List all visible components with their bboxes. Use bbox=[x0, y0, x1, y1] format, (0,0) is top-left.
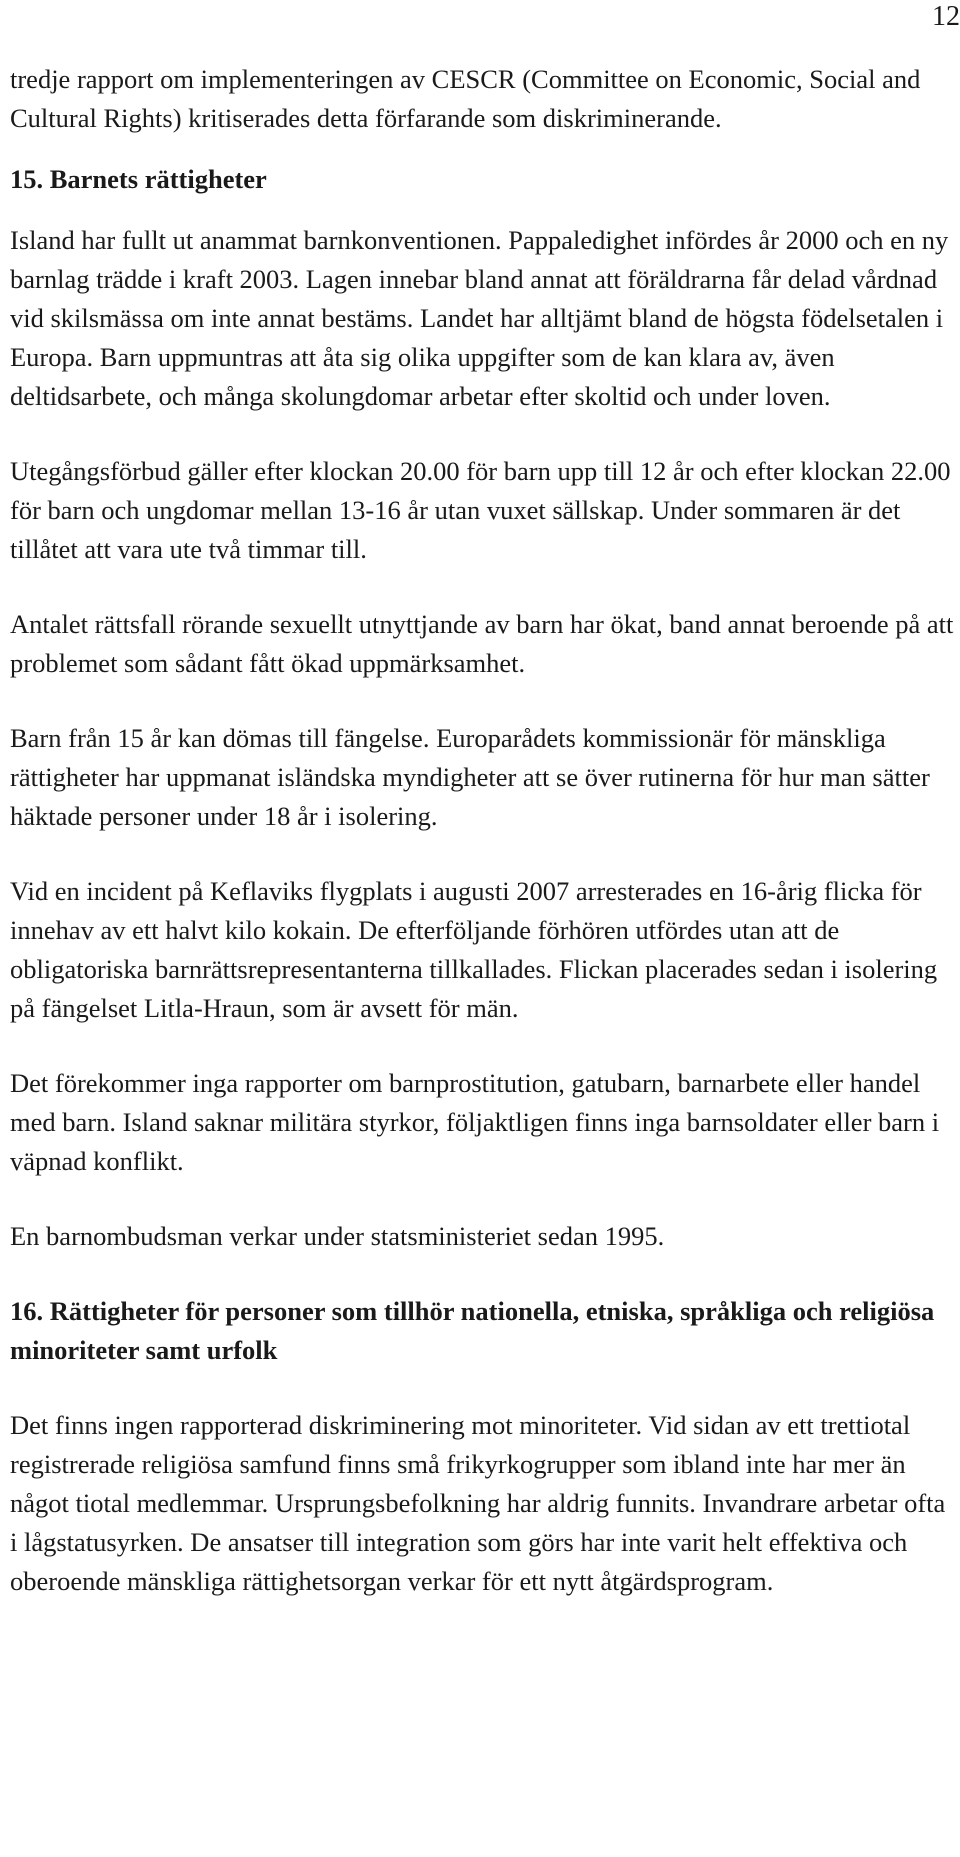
paragraph-minorities: Det finns ingen rapporterad diskriminering mot minoriteter. Vid sidan av ett trettiotal registrerade religiösa samfund finns små frikyrkogrupper som ibland inte har mer än något tiotal medlemmar. Ursprungsbefolkning har aldrig funnits. Invandrare arbetar ofta i lågstatusyrken. De ansatser till integration som görs har inte varit helt effektiva och oberoende mänskliga rättighetsorgan verkar för ett nytt åtgärdsprogram. bbox=[10, 1410, 946, 1596]
paragraph-child-labour: Det förekommer inga rapporter om barnprostitution, gatubarn, barnarbete eller handel med barn. Island saknar militära styrkor, följaktligen finns inga barnsoldater eller barn i väpnad konflikt. bbox=[10, 1068, 940, 1176]
paragraph-cescr-criticism: tredje rapport om implementeringen av CESCR (Committee on Economic, Social and Cultural Rights) kritiserades detta förfarande som diskriminerande. bbox=[10, 64, 921, 133]
page-number: 12 bbox=[932, 1, 960, 32]
paragraph-child-convention: Island har fullt ut anammat barnkonventionen. Pappaledighet infördes år 2000 och en ny barnlag trädde i kraft 2003. Lagen innebar bland annat att föräldrarna får delad vårdnad vid skilsmässa om inte annat bestäms. Landet har alltjämt bland de högsta födelsetalen i Europa. Barn uppmuntras att åta sig olika uppgifter som de kan klara av, även deltidsarbete, och många skolungdomar arbetar efter skoltid och under loven. bbox=[10, 225, 949, 411]
heading-section-16: 16. Rättigheter för personer som tillhör nationella, etniska, språkliga och religiösa minoriteter samt urfolk bbox=[10, 1296, 935, 1365]
paragraph-keflavik-incident: Vid en incident på Keflaviks flygplats i augusti 2007 arresterades en 16-årig flicka för innehav av ett halvt kilo kokain. De efterföljande förhören utfördes utan att de obligatoriska barnrättsrepresentanterna tillkallades. Flickan placerades sedan i isolering på fängelset Litla-Hraun, som är avsett för män. bbox=[10, 876, 938, 1023]
document-body bbox=[10, 60, 955, 1601]
paragraph-prison-age: Barn från 15 år kan dömas till fängelse. Europarådets kommissionär för mänskliga rättigheter har uppmanat isländska myndigheter att se över rutinerna för hur man sätter häktade personer under 18 år i isolering. bbox=[10, 723, 930, 831]
paragraph-ombudsman: En barnombudsman verkar under statsministeriet sedan 1995. bbox=[10, 1221, 665, 1251]
heading-section-15: 15. Barnets rättigheter bbox=[10, 164, 267, 194]
paragraph-abuse-cases: Antalet rättsfall rörande sexuellt utnyttjande av barn har ökat, band annat beroende på att problemet som sådant fått ökad uppmärksamhet. bbox=[10, 609, 954, 678]
paragraph-curfew: Utegångsförbud gäller efter klockan 20.00 för barn upp till 12 år och efter klockan 22.00 för barn och ungdomar mellan 13-16 år utan vuxet sällskap. Under sommaren är det tillåtet att vara ute två timmar till. bbox=[10, 456, 951, 564]
